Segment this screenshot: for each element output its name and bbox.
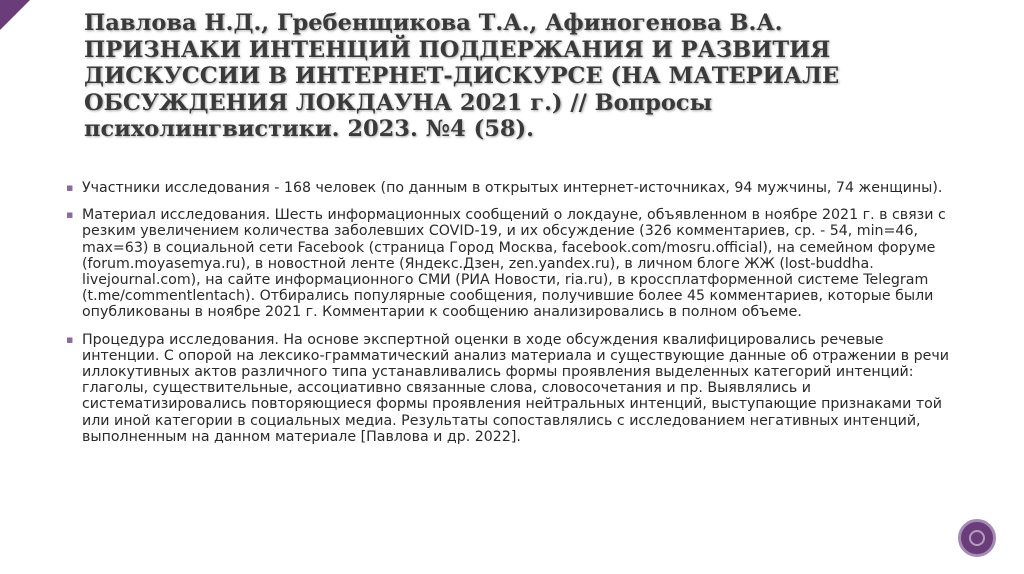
bullet-text: Участники исследования - 168 человек (по данным в открытых интернет-источниках, 94 мужчины, 74 женщины). — [82, 180, 943, 196]
logo-circle-icon — [958, 519, 996, 557]
corner-decoration — [0, 0, 30, 30]
bullet-square-icon: ▪ — [66, 181, 74, 194]
bullet-text: Процедура исследования. На основе экспертной оценки в ходе обсуждения квалифицировались речевые интенции. С опорой на лексико-грамматический анализ материала и существующие данные об отражении в речи иллокутивных актов различного типа устанавливались формы проявления выделенных категорий интенций: глаголы, существительные, ассоциативно связанные слова, словосочетания и пр. Выявлялись и систематизировались повторяющиеся формы проявления нейтральных интенций, выступающие признаками той или иной категории в социальных медиа. Результаты сопоставлялись с исследованием негативных интенций, выполненным на данном материале [Павлова и др. 2022]. — [82, 331, 949, 445]
bullet-square-icon: ▪ — [66, 208, 74, 222]
bullet-list — [64, 180, 954, 456]
bullet-text: Материал исследования. Шесть информационных сообщений о локдауне, объявленном в ноябре 2021 г. в связи с резким увеличением количества заболевших COVID-19, и их обсуждение (326 комментариев, ср. - 54, min=46, max=63) в социальной сети Facebook (страница Город Москва, facebook.com/mosru.official), на семейном форуме (forum.moyasemya.ru), в новостной ленте (Яндекс.Дзен, zen.yandex.ru), в личном блоге ЖЖ (lost-buddha. livejournal.com), на сайте информационного СМИ (РИА Новости, ria.ru), в кроссплатформенной системе Telegram (t.me/commentlentach). Отбирались популярные сообщения, получившие более 45 комментариев, которые были опубликованы в ноябре 2021 г. Комментарии к сообщению анализировались в полном объеме. — [82, 207, 946, 321]
slide-title: Павлова Н.Д., Гребенщикова Т.А., Афиногенова В.А. ПРИЗНАКИ ИНТЕНЦИЙ ПОДДЕРЖАНИЯ И РАЗВИТИЯ ДИСКУССИИ В ИНТЕРНЕТ-ДИСКУРСЕ (НА МАТЕРИАЛЕ ОБСУЖДЕНИЯ ЛОКДАУНА 2021 г.) // Вопросы психолингвистики. 2023. №4 (58). — [84, 10, 840, 142]
bullet-participants — [64, 180, 954, 196]
bullet-square-icon: ▪ — [66, 332, 74, 346]
logo-inner-ring — [969, 530, 985, 546]
bullet-procedure — [64, 332, 954, 445]
bullet-material — [64, 207, 954, 320]
